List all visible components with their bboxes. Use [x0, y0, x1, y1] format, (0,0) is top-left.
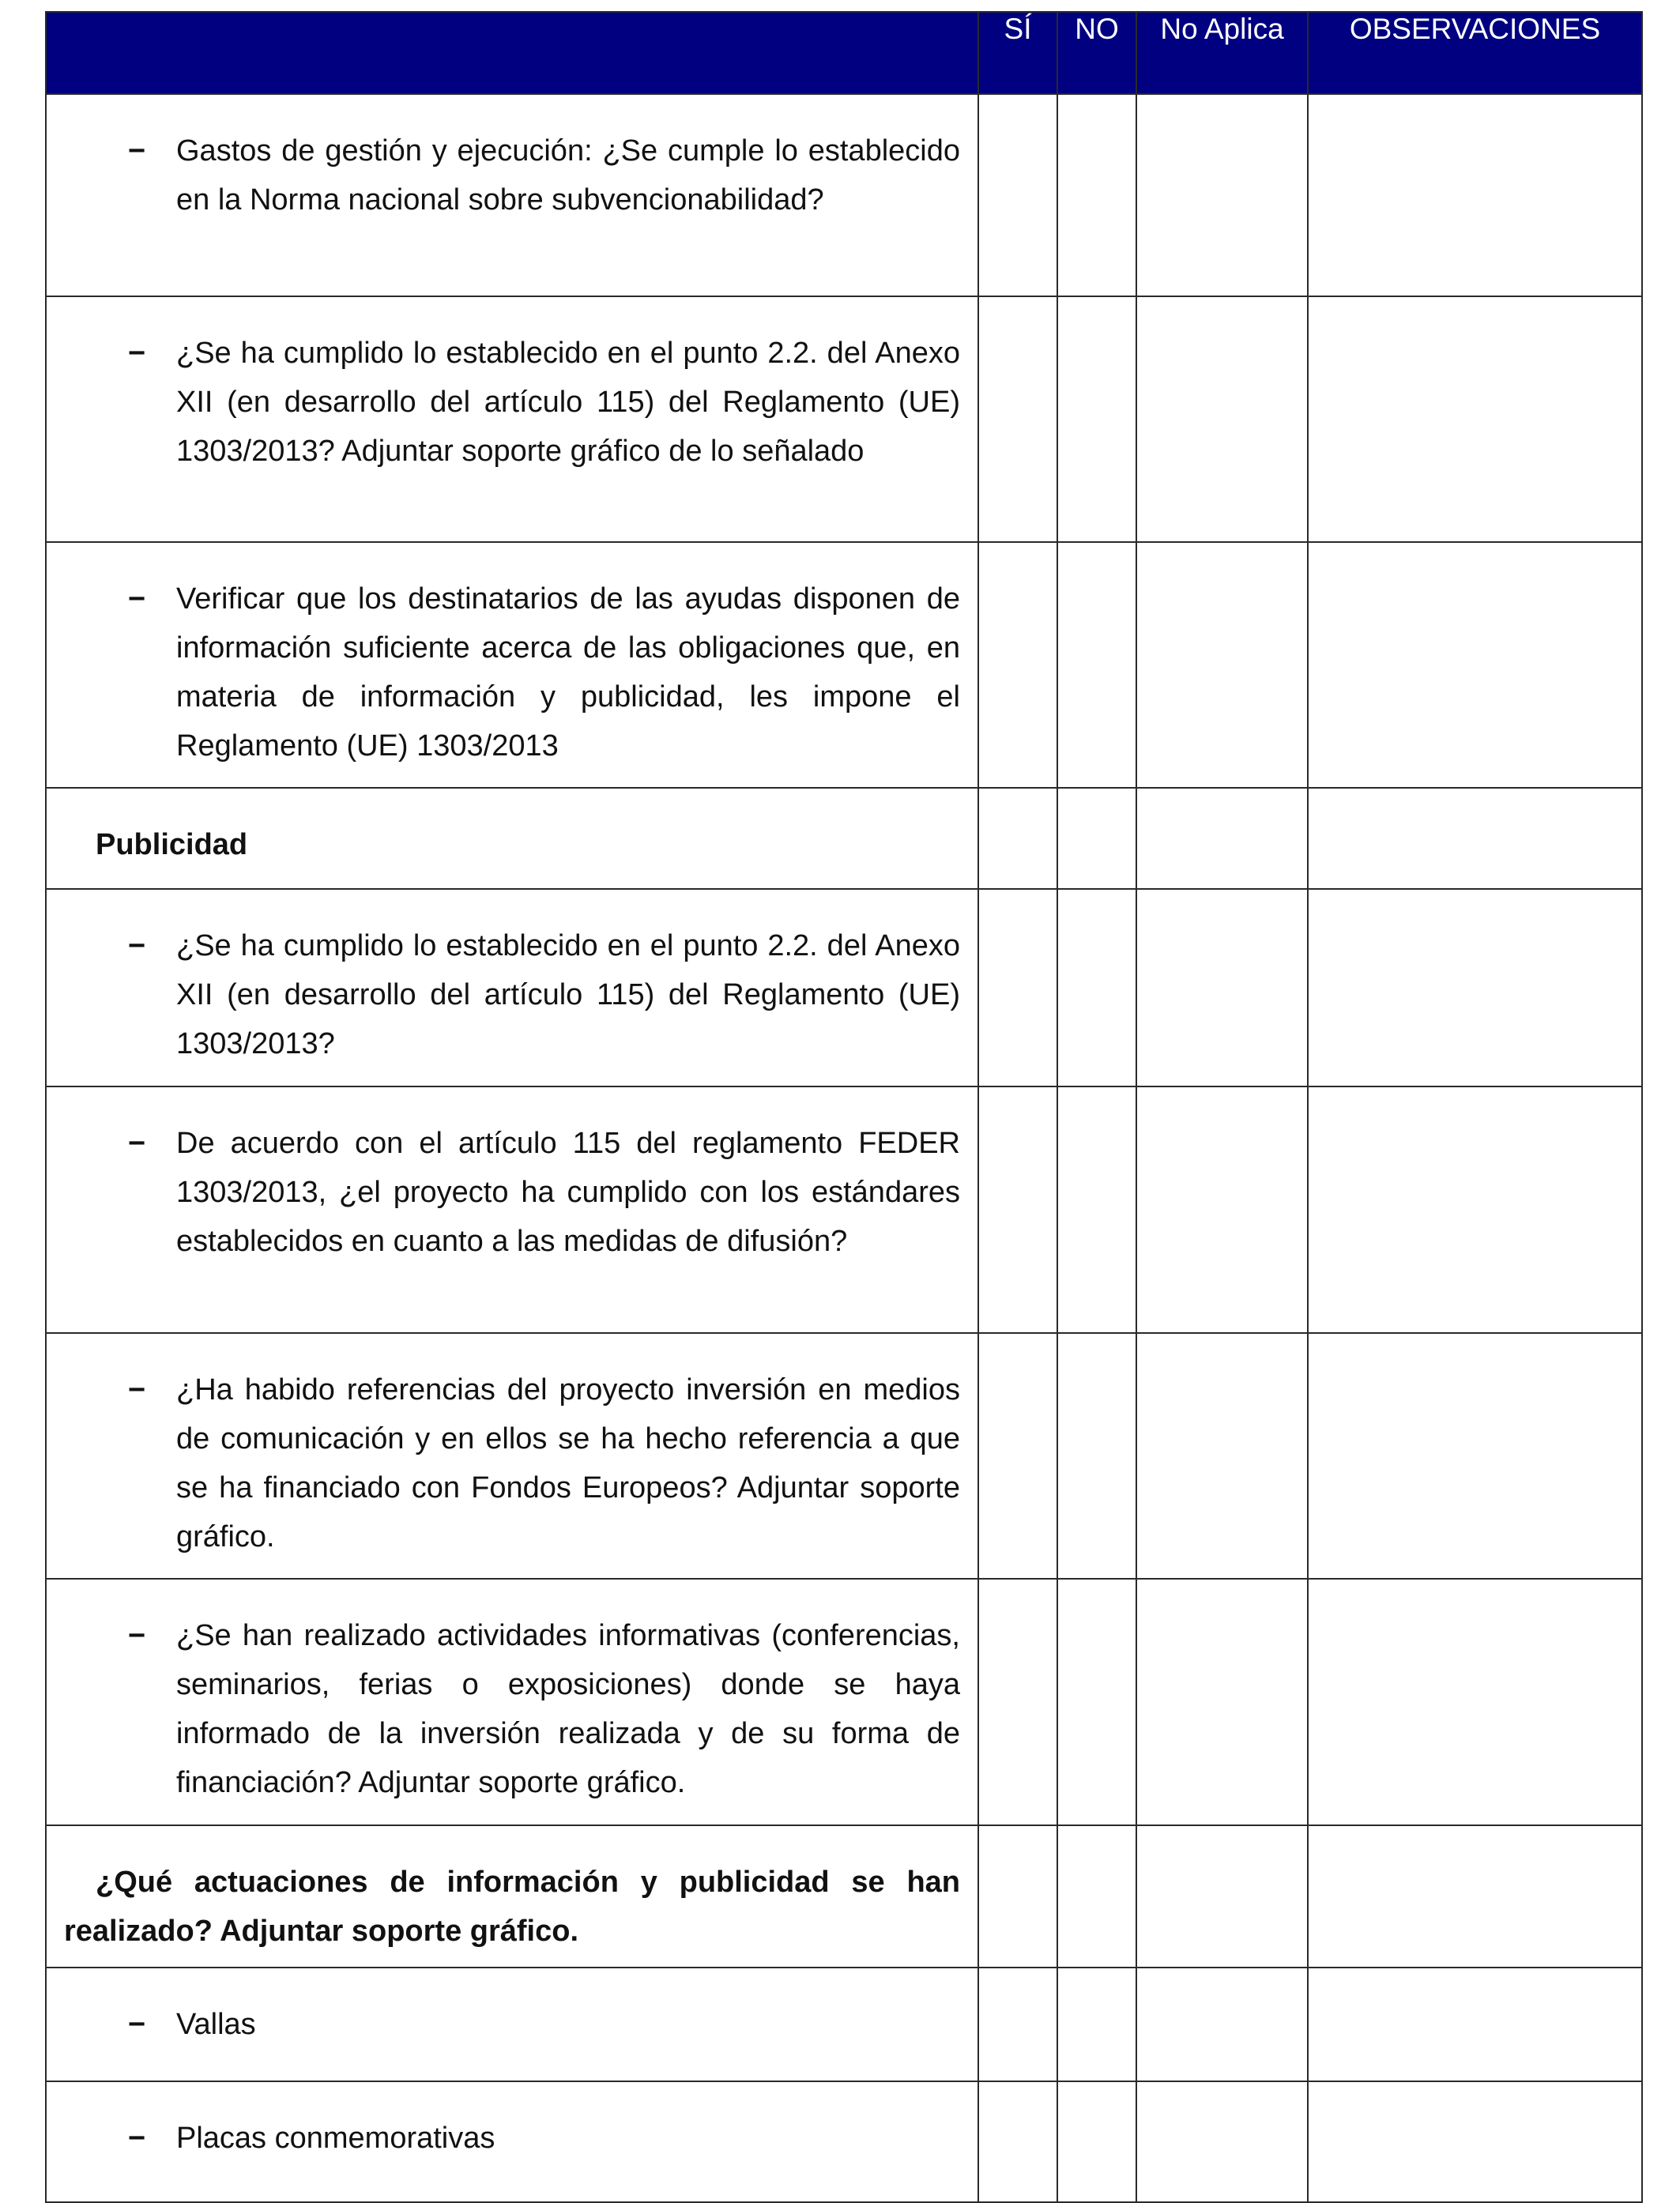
no-cell[interactable] [1057, 788, 1136, 889]
table-row [46, 2081, 1642, 2202]
no-cell[interactable] [1057, 2081, 1136, 2202]
question-text: Verificar que los destinatarios de las ayudas disponen de información suficiente acerca de las obligaciones que, en materia de información y publicidad, les impone el Reglamento (UE) 1303/2013 [176, 582, 960, 763]
header-observaciones: OBSERVACIONES [1308, 12, 1642, 94]
table-row [46, 889, 1642, 1086]
section-title: Publicidad [96, 828, 248, 861]
no-cell[interactable] [1057, 889, 1136, 1086]
observaciones-cell[interactable] [1308, 788, 1642, 889]
no-aplica-cell[interactable] [1136, 889, 1308, 1086]
dash-bullet: − [128, 2122, 146, 2155]
no-aplica-cell[interactable] [1136, 788, 1308, 889]
no-cell[interactable] [1057, 296, 1136, 542]
no-aplica-cell[interactable] [1136, 1333, 1308, 1579]
header-no-aplica: No Aplica [1136, 12, 1308, 94]
question-cell [46, 1579, 978, 1825]
table-row [46, 94, 1642, 296]
header-no: NO [1057, 12, 1136, 94]
dash-bullet: − [128, 1619, 146, 1652]
no-cell[interactable] [1057, 1579, 1136, 1825]
question-text: ¿Se ha cumplido lo establecido en el punto 2.2. del Anexo XII (en desarrollo del artículo 115) del Reglamento (UE) 1303/2013? Adjuntar soporte gráfico de lo señalado [176, 337, 960, 468]
observaciones-cell[interactable] [1308, 94, 1642, 296]
question-cell [46, 542, 978, 788]
si-cell[interactable] [978, 1579, 1057, 1825]
question-cell [46, 889, 978, 1086]
observaciones-cell[interactable] [1308, 1825, 1642, 1968]
question-heading-text: ¿Qué actuaciones de información y publicidad se han realizado? Adjuntar soporte gráfico. [64, 1866, 960, 1948]
question-cell [46, 1086, 978, 1333]
header-question [46, 12, 978, 94]
table-row [46, 1086, 1642, 1333]
header-row [46, 12, 1642, 94]
section-cell [46, 788, 978, 889]
dash-bullet: − [128, 2008, 146, 2041]
question-cell [46, 94, 978, 296]
dash-bullet: − [128, 337, 146, 370]
dash-bullet: − [128, 929, 146, 962]
question-text: De acuerdo con el artículo 115 del reglamento FEDER 1303/2013, ¿el proyecto ha cumplido con los estándares establecidos en cuanto a las medidas de difusión? [176, 1127, 960, 1258]
no-cell[interactable] [1057, 542, 1136, 788]
table-row [46, 1579, 1642, 1825]
no-cell[interactable] [1057, 1825, 1136, 1968]
si-cell[interactable] [978, 788, 1057, 889]
question-heading-row [46, 1825, 1642, 1968]
table-row [46, 1968, 1642, 2081]
no-aplica-cell[interactable] [1136, 2081, 1308, 2202]
si-cell[interactable] [978, 542, 1057, 788]
no-aplica-cell[interactable] [1136, 296, 1308, 542]
no-cell[interactable] [1057, 1333, 1136, 1579]
observaciones-cell[interactable] [1308, 2081, 1642, 2202]
table-row [46, 1333, 1642, 1579]
si-cell[interactable] [978, 1968, 1057, 2081]
question-cell [46, 296, 978, 542]
si-cell[interactable] [978, 2081, 1057, 2202]
no-aplica-cell[interactable] [1136, 542, 1308, 788]
question-text: Placas conmemorativas [176, 2122, 495, 2155]
no-aplica-cell[interactable] [1136, 1825, 1308, 1968]
question-text: Gastos de gestión y ejecución: ¿Se cumple lo establecido en la Norma nacional sobre subvencionabilidad? [176, 134, 960, 217]
dash-bullet: − [128, 582, 146, 616]
question-cell [46, 2081, 978, 2202]
dash-bullet: − [128, 134, 146, 168]
observaciones-cell[interactable] [1308, 296, 1642, 542]
no-cell[interactable] [1057, 1968, 1136, 2081]
si-cell[interactable] [978, 889, 1057, 1086]
observaciones-cell[interactable] [1308, 1333, 1642, 1579]
no-aplica-cell[interactable] [1136, 1579, 1308, 1825]
dash-bullet: − [128, 1127, 146, 1160]
observaciones-cell[interactable] [1308, 1086, 1642, 1333]
question-text: Vallas [176, 2008, 256, 2041]
dash-bullet: − [128, 1373, 146, 1407]
no-cell[interactable] [1057, 94, 1136, 296]
table-row [46, 542, 1642, 788]
no-aplica-cell[interactable] [1136, 94, 1308, 296]
observaciones-cell[interactable] [1308, 542, 1642, 788]
question-heading-cell [46, 1825, 978, 1968]
header-si: SÍ [978, 12, 1057, 94]
question-text: ¿Ha habido referencias del proyecto inversión en medios de comunicación y en ellos se ha hecho referencia a que se ha financiado con Fondos Europeos? Adjuntar soporte gráfico. [176, 1373, 960, 1553]
si-cell[interactable] [978, 1333, 1057, 1579]
si-cell[interactable] [978, 296, 1057, 542]
si-cell[interactable] [978, 94, 1057, 296]
question-cell [46, 1968, 978, 2081]
si-cell[interactable] [978, 1825, 1057, 1968]
table-row [46, 296, 1642, 542]
question-text: ¿Se han realizado actividades informativas (conferencias, seminarios, ferias o exposiciones) donde se haya informado de la inversión realizada y de su forma de financiación? Adjuntar soporte gráfico. [176, 1619, 960, 1799]
no-aplica-cell[interactable] [1136, 1968, 1308, 2081]
no-cell[interactable] [1057, 1086, 1136, 1333]
observaciones-cell[interactable] [1308, 1968, 1642, 2081]
observaciones-cell[interactable] [1308, 889, 1642, 1086]
observaciones-cell[interactable] [1308, 1579, 1642, 1825]
checklist-table [45, 11, 1643, 2203]
question-cell [46, 1333, 978, 1579]
si-cell[interactable] [978, 1086, 1057, 1333]
no-aplica-cell[interactable] [1136, 1086, 1308, 1333]
question-text: ¿Se ha cumplido lo establecido en el punto 2.2. del Anexo XII (en desarrollo del artículo 115) del Reglamento (UE) 1303/2013? [176, 929, 960, 1060]
section-row [46, 788, 1642, 889]
